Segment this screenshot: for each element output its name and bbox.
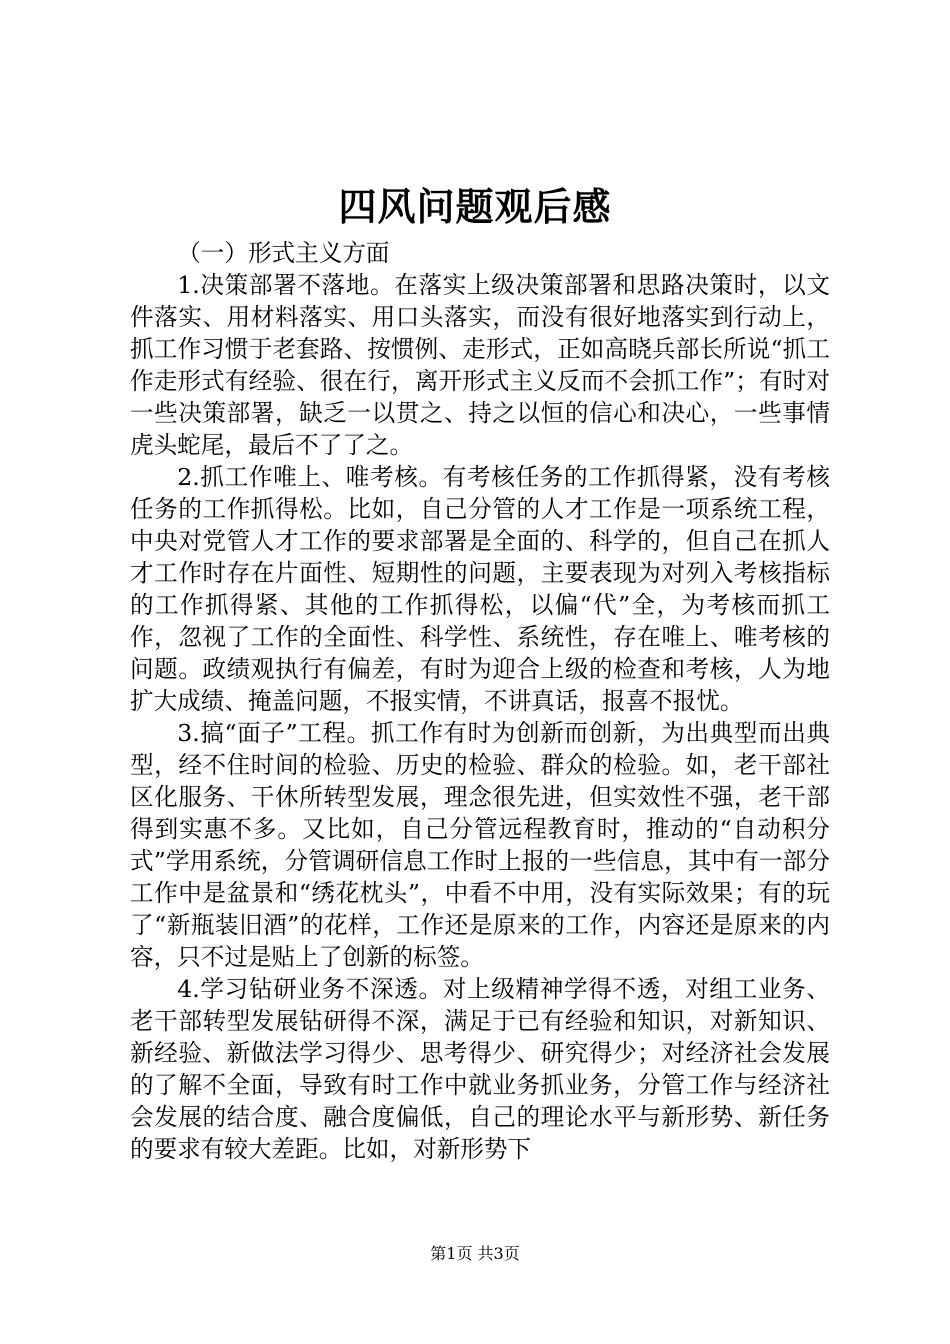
page-number: 第1页 共3页 xyxy=(430,1244,520,1263)
paragraph: 2.抓工作唯上、唯考核。有考核任务的工作抓得紧，没有考核任务的工作抓得松。比如，自己分管的人才工作是一项系统工程，中央对党管人才工作的要求部署是全面的、科学的，但自己在抓人才工作时存在片面性、短期性的问题，主要表现为对列入考核指标的工作抓得紧、其他的工作抓得松，以偏“代”全，为考核而抓工作，忽视了工作的全面性、科学性、系统性，存在唯上、唯考核的问题。政绩观执行有偏差，有时为迎合上级的检查和考核，人为地扩大成绩、掩盖问题，不报实情，不讲真话，报喜不报忧。 xyxy=(130,463,830,715)
document-body xyxy=(130,237,830,1165)
page-title: 四风问题观后感 xyxy=(338,184,612,229)
paragraph: 3.搞“面子”工程。抓工作有时为创新而创新，为出典型而出典型，经不住时间的检验、历史的检验、群众的检验。如，老干部社区化服务、干休所转型发展，理念很先进，但实效性不强，老干部得到实惠不多。又比如，自己分管远程教育时，推动的“自动积分式”学用系统，分管调研信息工作时上报的一些信息，其中有一部分工作中是盆景和“绣花枕头”，中看不中用，没有实际效果；有的玩了“新瓶装旧酒”的花样，工作还是原来的工作，内容还是原来的内容，只不过是贴上了创新的标签。 xyxy=(130,719,830,971)
paragraph: 1.决策部署不落地。在落实上级决策部署和思路决策时，以文件落实、用材料落实、用口头落实，而没有很好地落实到行动上，抓工作习惯于老套路、按惯例、走形式，正如高晓兵部长所说“抓工作走形式有经验、很在行，离开形式主义反而不会抓工作”；有时对一些决策部署，缺乏一以贯之、持之以恒的信心和决心，一些事情虎头蛇尾，最后不了了之。 xyxy=(130,271,830,459)
section-heading: （一）形式主义方面 xyxy=(177,239,390,267)
paragraph: 4.学习钻研业务不深透。对上级精神学得不透，对组工业务、老干部转型发展钻研得不深，满足于已有经验和知识，对新知识、新经验、新做法学习得少、思考得少、研究得少；对经济社会发展的了解不全面，导致有时工作中就业务抓业务，分管工作与经济社会发展的结合度、融合度偏低，自己的理论水平与新形势、新任务的要求有较大差距。比如，对新形势下 xyxy=(130,975,830,1163)
